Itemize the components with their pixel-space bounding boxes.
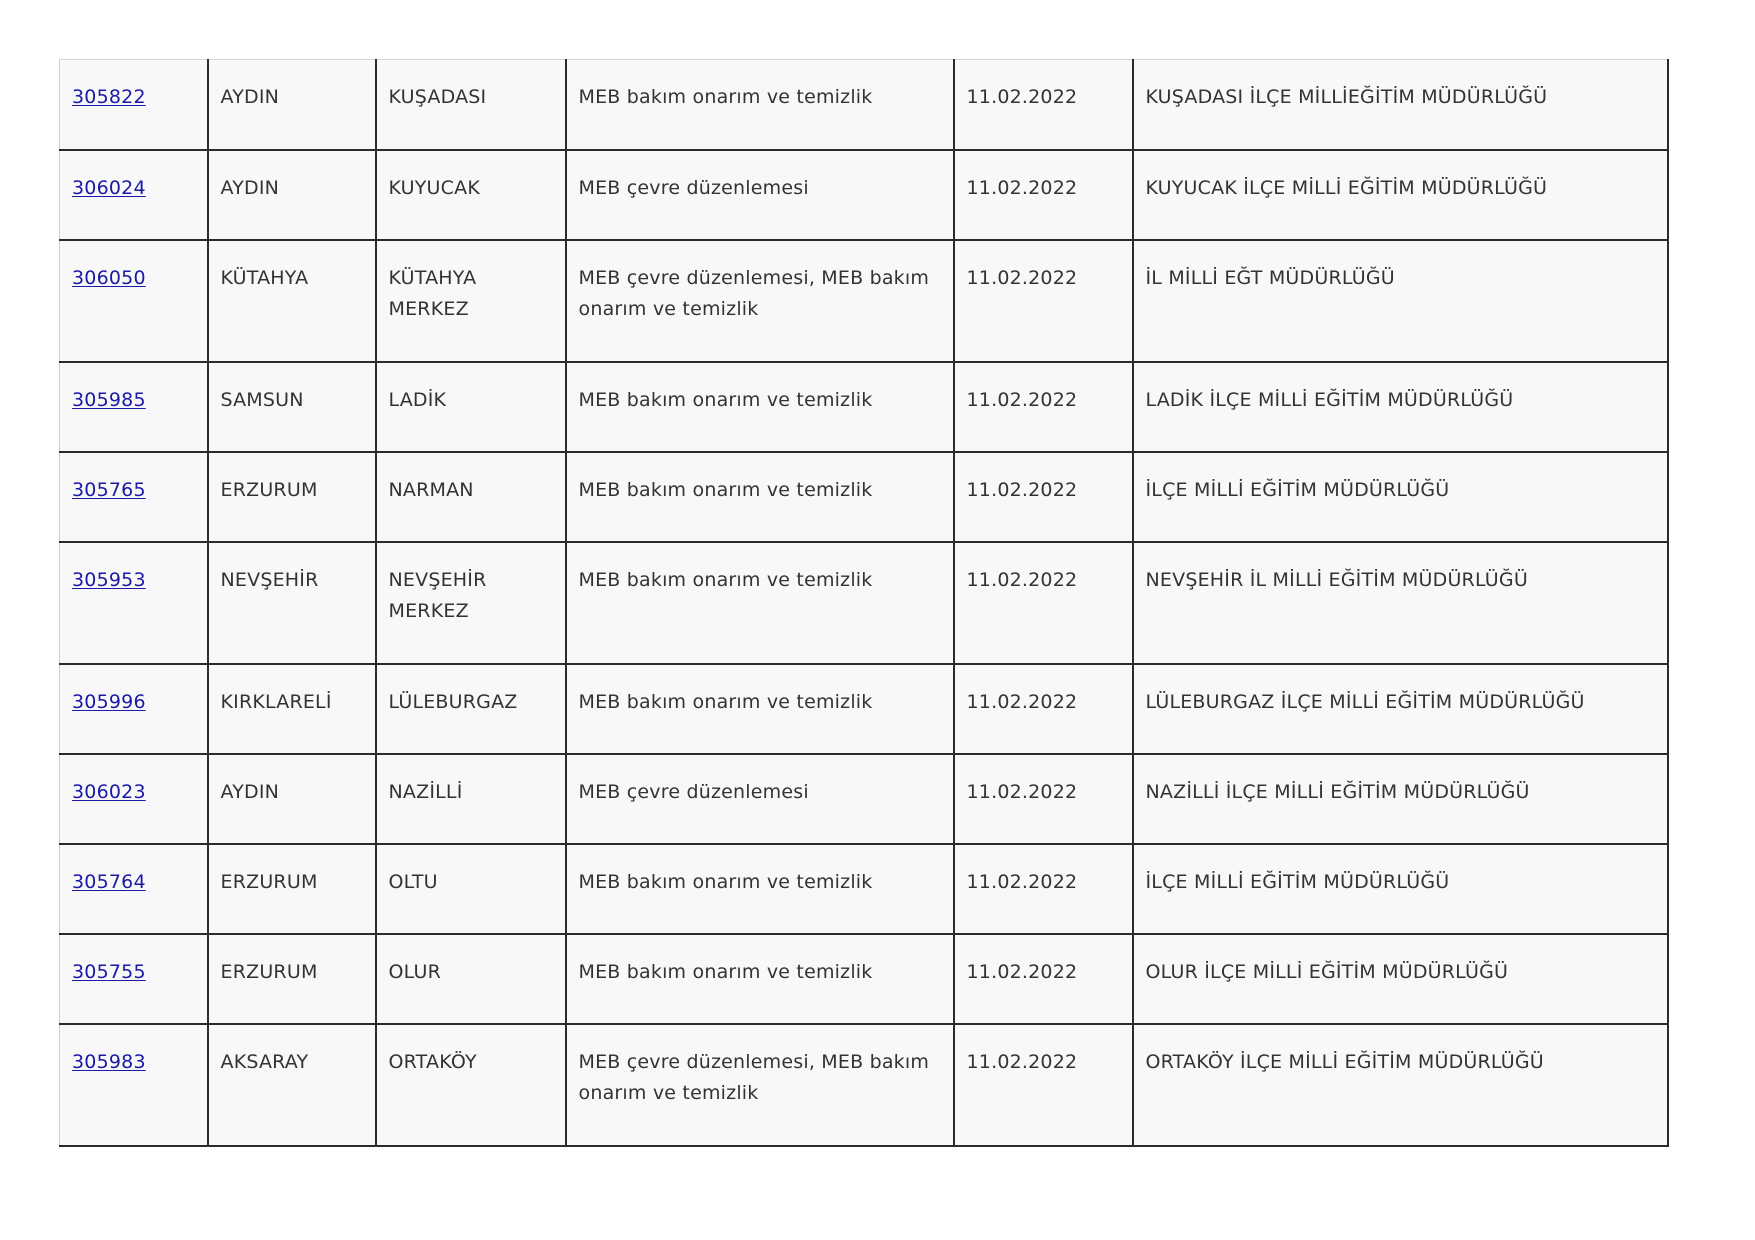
table-row — [60, 60, 1668, 150]
institution-cell: ORTAKÖY İLÇE MİLLİ EĞİTİM MÜDÜRLÜĞÜ — [1133, 1024, 1668, 1146]
subject-cell: MEB çevre düzenlemesi, MEB bakım onarım ve temizlik — [566, 240, 954, 362]
district-cell: NARMAN — [376, 452, 566, 542]
records-table-body — [60, 60, 1668, 1146]
table-row — [60, 362, 1668, 452]
table-row — [60, 934, 1668, 1024]
record-id-link[interactable]: 305822 — [72, 86, 146, 108]
record-id-cell — [60, 844, 208, 934]
record-id-link[interactable]: 305996 — [72, 690, 146, 713]
institution-cell: KUYUCAK İLÇE MİLLİ EĞİTİM MÜDÜRLÜĞÜ — [1133, 150, 1668, 240]
province-cell: AYDIN — [208, 754, 376, 844]
table-row — [60, 452, 1668, 542]
record-id-link[interactable]: 306024 — [72, 176, 146, 199]
records-table — [59, 59, 1669, 1147]
district-cell: LÜLEBURGAZ — [376, 664, 566, 754]
subject-cell: MEB çevre düzenlemesi — [566, 754, 954, 844]
subject-cell: MEB bakım onarım ve temizlik — [566, 362, 954, 452]
table-row — [60, 844, 1668, 934]
district-cell: LADİK — [376, 362, 566, 452]
date-cell: 11.02.2022 — [954, 1024, 1133, 1146]
date-cell: 11.02.2022 — [954, 60, 1133, 150]
record-id-cell — [60, 240, 208, 362]
date-cell: 11.02.2022 — [954, 150, 1133, 240]
province-cell: AYDIN — [208, 60, 376, 150]
record-id-link[interactable]: 305764 — [72, 870, 146, 893]
province-cell: NEVŞEHİR — [208, 542, 376, 664]
province-cell: KÜTAHYA — [208, 240, 376, 362]
subject-cell: MEB bakım onarım ve temizlik — [566, 844, 954, 934]
record-id-link[interactable]: 306050 — [72, 266, 146, 289]
province-cell: ERZURUM — [208, 934, 376, 1024]
province-cell: AYDIN — [208, 150, 376, 240]
record-id-cell — [60, 542, 208, 664]
province-cell: SAMSUN — [208, 362, 376, 452]
province-cell: ERZURUM — [208, 844, 376, 934]
record-id-cell — [60, 150, 208, 240]
record-id-cell — [60, 452, 208, 542]
table-row — [60, 150, 1668, 240]
record-id-cell — [60, 1024, 208, 1146]
district-cell: NEVŞEHİR MERKEZ — [376, 542, 566, 664]
table-row — [60, 664, 1668, 754]
date-cell: 11.02.2022 — [954, 934, 1133, 1024]
institution-cell: İLÇE MİLLİ EĞİTİM MÜDÜRLÜĞÜ — [1133, 844, 1668, 934]
province-cell: KIRKLARELİ — [208, 664, 376, 754]
record-id-link[interactable]: 305985 — [72, 388, 146, 411]
record-id-link[interactable]: 305755 — [72, 960, 146, 983]
table-row — [60, 542, 1668, 664]
institution-cell: LADİK İLÇE MİLLİ EĞİTİM MÜDÜRLÜĞÜ — [1133, 362, 1668, 452]
institution-cell: İL MİLLİ EĞT MÜDÜRLÜĞÜ — [1133, 240, 1668, 362]
record-id-cell — [60, 60, 208, 150]
institution-cell: LÜLEBURGAZ İLÇE MİLLİ EĞİTİM MÜDÜRLÜĞÜ — [1133, 664, 1668, 754]
date-cell: 11.02.2022 — [954, 664, 1133, 754]
record-id-cell — [60, 754, 208, 844]
province-cell: AKSARAY — [208, 1024, 376, 1146]
subject-cell: MEB bakım onarım ve temizlik — [566, 664, 954, 754]
district-cell: OLUR — [376, 934, 566, 1024]
subject-cell: MEB bakım onarım ve temizlik — [566, 452, 954, 542]
date-cell: 11.02.2022 — [954, 362, 1133, 452]
institution-cell: NAZİLLİ İLÇE MİLLİ EĞİTİM MÜDÜRLÜĞÜ — [1133, 754, 1668, 844]
record-id-link[interactable]: 305953 — [72, 568, 146, 591]
subject-cell: MEB bakım onarım ve temizlik — [566, 934, 954, 1024]
institution-cell: NEVŞEHİR İL MİLLİ EĞİTİM MÜDÜRLÜĞÜ — [1133, 542, 1668, 664]
record-id-link[interactable]: 305983 — [72, 1050, 146, 1073]
date-cell: 11.02.2022 — [954, 240, 1133, 362]
subject-cell: MEB bakım onarım ve temizlik — [566, 542, 954, 664]
record-id-cell — [60, 362, 208, 452]
district-cell: NAZİLLİ — [376, 754, 566, 844]
institution-cell: OLUR İLÇE MİLLİ EĞİTİM MÜDÜRLÜĞÜ — [1133, 934, 1668, 1024]
record-id-cell — [60, 664, 208, 754]
date-cell: 11.02.2022 — [954, 452, 1133, 542]
record-id-cell — [60, 934, 208, 1024]
date-cell: 11.02.2022 — [954, 754, 1133, 844]
institution-cell: KUŞADASI İLÇE MİLLİEĞİTİM MÜDÜRLÜĞÜ — [1133, 60, 1668, 150]
record-id-link[interactable]: 306023 — [72, 780, 146, 803]
province-cell: ERZURUM — [208, 452, 376, 542]
table-row — [60, 1024, 1668, 1146]
district-cell: KUYUCAK — [376, 150, 566, 240]
institution-cell: İLÇE MİLLİ EĞİTİM MÜDÜRLÜĞÜ — [1133, 452, 1668, 542]
table-row — [60, 240, 1668, 362]
district-cell: KUŞADASI — [376, 60, 566, 150]
table-row — [60, 754, 1668, 844]
district-cell: KÜTAHYA MERKEZ — [376, 240, 566, 362]
subject-cell: MEB çevre düzenlemesi — [566, 150, 954, 240]
district-cell: ORTAKÖY — [376, 1024, 566, 1146]
subject-cell: MEB bakım onarım ve temizlik — [566, 60, 954, 150]
district-cell: OLTU — [376, 844, 566, 934]
record-id-link[interactable]: 305765 — [72, 478, 146, 501]
subject-cell: MEB çevre düzenlemesi, MEB bakım onarım ve temizlik — [566, 1024, 954, 1146]
date-cell: 11.02.2022 — [954, 542, 1133, 664]
date-cell: 11.02.2022 — [954, 844, 1133, 934]
